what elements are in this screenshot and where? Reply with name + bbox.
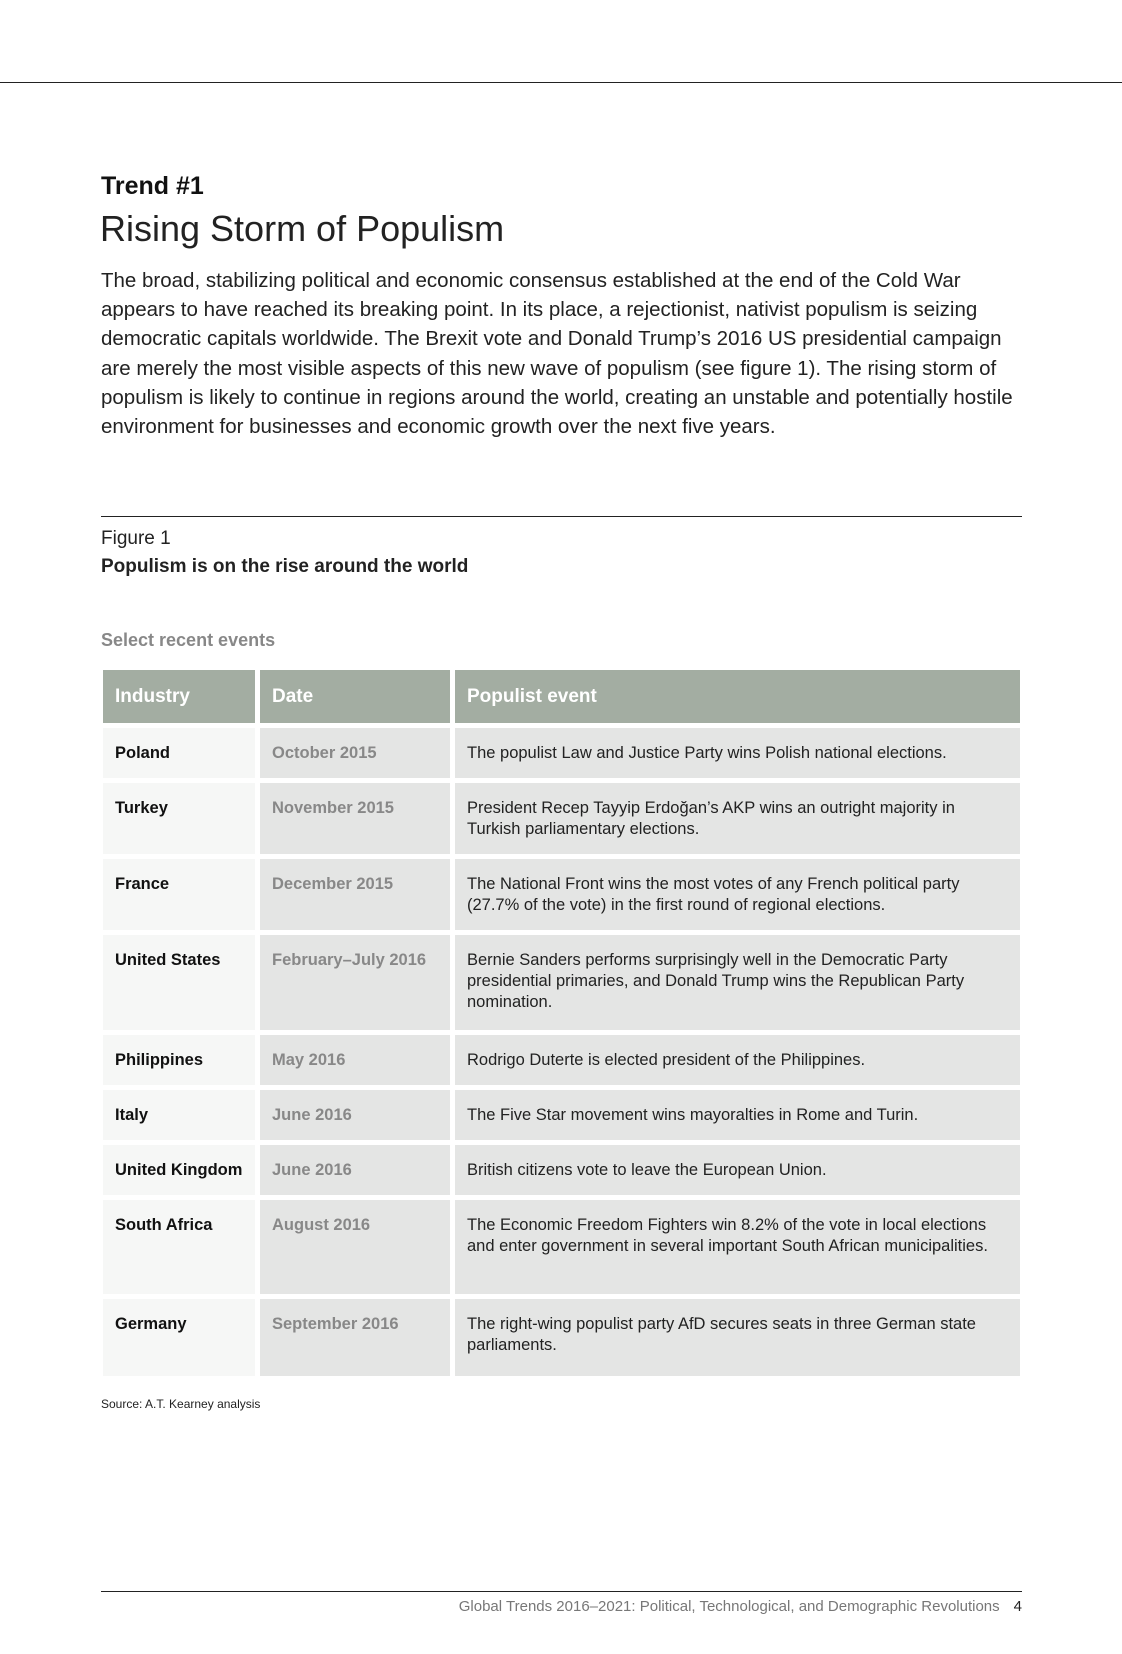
cell-country: France bbox=[103, 859, 255, 930]
figure-title: Populism is on the rise around the world bbox=[101, 556, 469, 577]
cell-event: The populist Law and Justice Party wins Polish national elections. bbox=[455, 728, 1020, 778]
table-header-row bbox=[103, 670, 1020, 723]
table-row bbox=[103, 859, 1020, 930]
body-paragraph: The broad, stabilizing political and economic consensus established at the end of the Cold War appears to have reached its breaking point. In its place, a rejectionist, nativist populism is seizing democratic capitals worldwide. The Brexit vote and Donald Trump’s 2016 US presidential campaign are merely the most visible aspects of this new wave of populism (see figure 1). The rising storm of populism is likely to continue in regions around the world, creating an unstable and potentially hostile environment for businesses and economic growth over the next five years. bbox=[101, 269, 1013, 439]
cell-event: British citizens vote to leave the European Union. bbox=[455, 1145, 1020, 1195]
table-row bbox=[103, 1200, 1020, 1294]
cell-event: The Economic Freedom Fighters win 8.2% of the vote in local elections and enter government in several important South African municipalities. bbox=[455, 1200, 1020, 1294]
table-row bbox=[103, 1090, 1020, 1140]
table-row bbox=[103, 783, 1020, 854]
cell-event: The right-wing populist party AfD secures seats in three German state parliaments. bbox=[455, 1299, 1020, 1376]
cell-date: June 2016 bbox=[260, 1090, 450, 1140]
header-date: Date bbox=[260, 670, 450, 723]
cell-event: President Recep Tayyip Erdoğan’s AKP wins an outright majority in Turkish parliamentary elections. bbox=[455, 783, 1020, 854]
cell-event: The National Front wins the most votes of any French political party (27.7% of the vote) in the first round of regional elections. bbox=[455, 859, 1020, 930]
cell-country: United Kingdom bbox=[103, 1145, 255, 1195]
source-note: Source: A.T. Kearney analysis bbox=[101, 1397, 261, 1411]
top-rule bbox=[0, 82, 1122, 83]
page-title: Rising Storm of Populism bbox=[100, 208, 505, 249]
figure-label: Figure 1 bbox=[101, 528, 171, 549]
cell-date: August 2016 bbox=[260, 1200, 450, 1294]
footer bbox=[459, 1598, 1022, 1615]
cell-country: United States bbox=[103, 935, 255, 1030]
cell-date: February–July 2016 bbox=[260, 935, 450, 1030]
cell-date: May 2016 bbox=[260, 1035, 450, 1085]
events-table bbox=[98, 665, 1025, 1381]
table-row bbox=[103, 1299, 1020, 1376]
cell-date: November 2015 bbox=[260, 783, 450, 854]
cell-country: Italy bbox=[103, 1090, 255, 1140]
cell-country: South Africa bbox=[103, 1200, 255, 1294]
cell-date: December 2015 bbox=[260, 859, 450, 930]
footer-rule bbox=[101, 1591, 1022, 1592]
table-row bbox=[103, 935, 1020, 1030]
cell-event: The Five Star movement wins mayoralties in Rome and Turin. bbox=[455, 1090, 1020, 1140]
header-industry: Industry bbox=[103, 670, 255, 723]
trend-label: Trend #1 bbox=[101, 172, 204, 200]
cell-country: Germany bbox=[103, 1299, 255, 1376]
cell-date: September 2016 bbox=[260, 1299, 450, 1376]
cell-country: Turkey bbox=[103, 783, 255, 854]
cell-country: Poland bbox=[103, 728, 255, 778]
figure-subtitle: Select recent events bbox=[101, 630, 276, 650]
cell-country: Philippines bbox=[103, 1035, 255, 1085]
table-row bbox=[103, 1035, 1020, 1085]
cell-date: June 2016 bbox=[260, 1145, 450, 1195]
figure-rule bbox=[101, 516, 1022, 517]
footer-text: Global Trends 2016–2021: Political, Technological, and Demographic Revolutions bbox=[458, 1598, 1000, 1615]
cell-date: October 2015 bbox=[260, 728, 450, 778]
page-number: 4 bbox=[1013, 1598, 1022, 1615]
header-event: Populist event bbox=[455, 670, 1020, 723]
table-row bbox=[103, 1145, 1020, 1195]
cell-event: Rodrigo Duterte is elected president of the Philippines. bbox=[455, 1035, 1020, 1085]
cell-event: Bernie Sanders performs surprisingly well in the Democratic Party presidential primaries, and Donald Trump wins the Republican Party nomination. bbox=[455, 935, 1020, 1030]
table-row bbox=[103, 728, 1020, 778]
